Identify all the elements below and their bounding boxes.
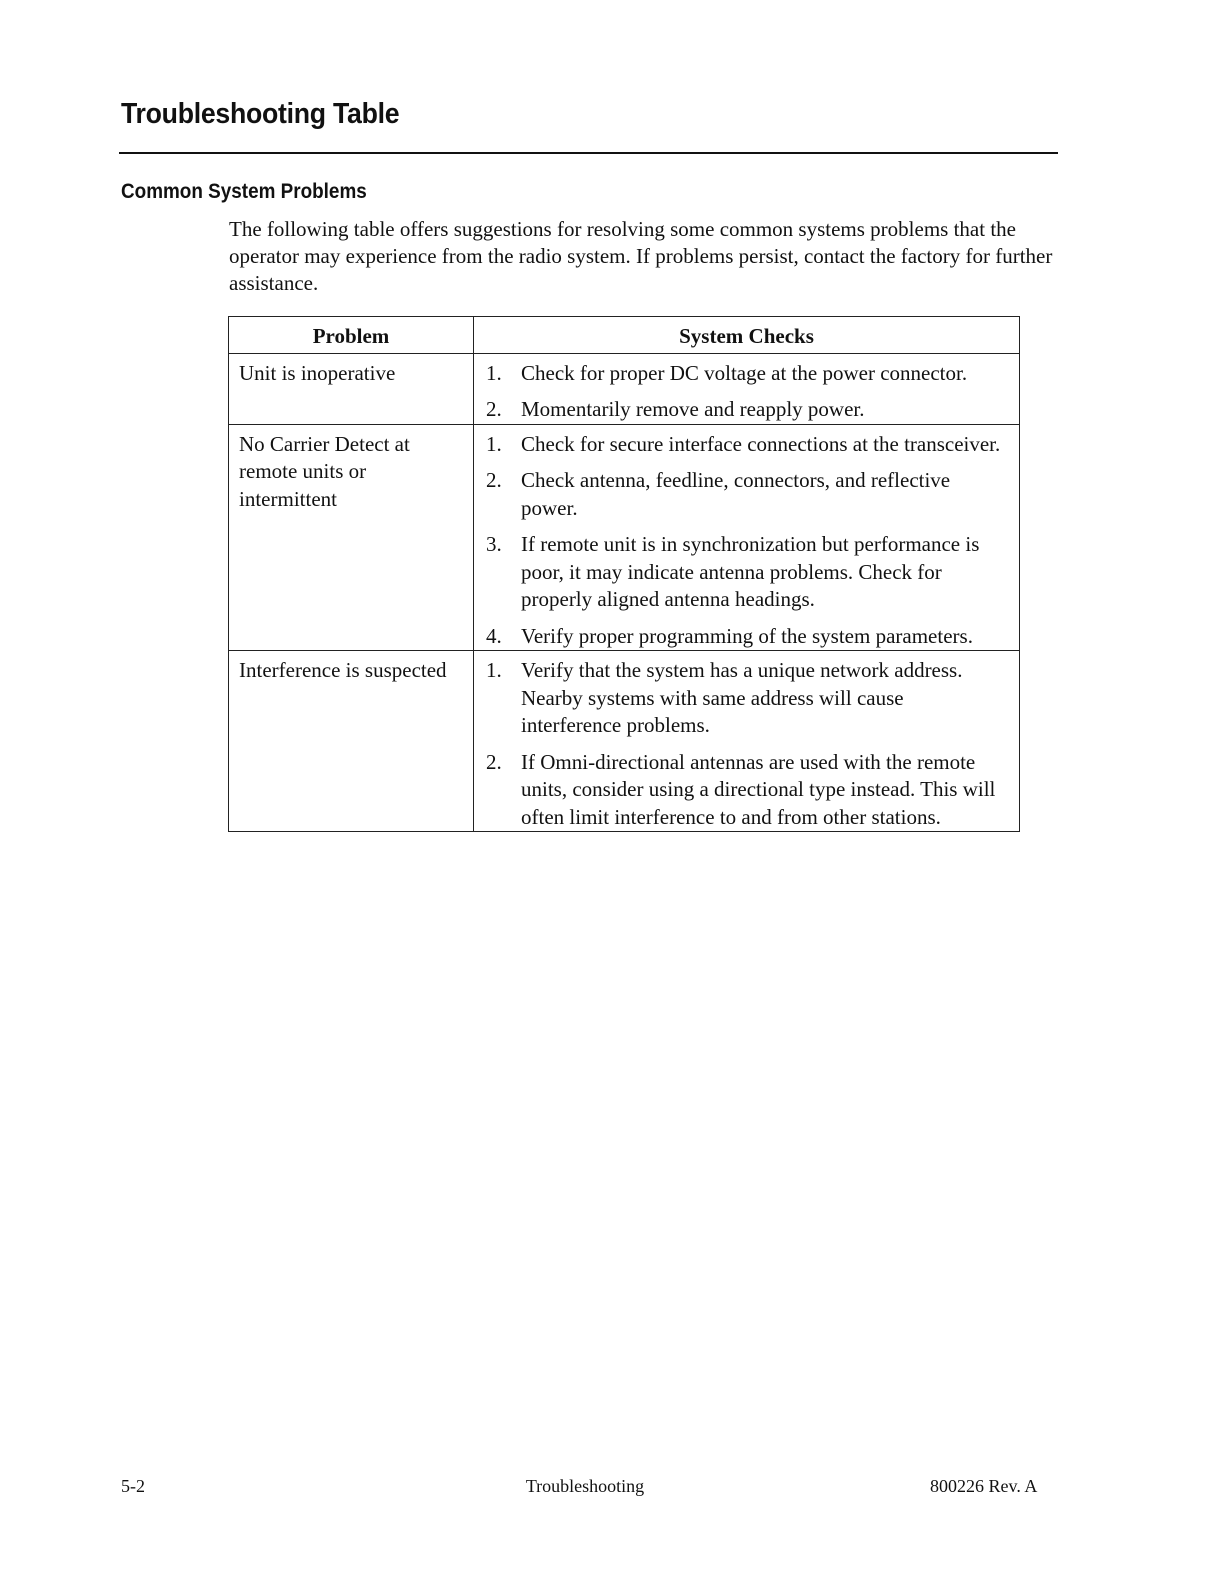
table-header-row	[229, 317, 1020, 354]
header-system-checks: System Checks	[474, 317, 1020, 354]
check-number: 1.	[486, 360, 502, 385]
check-number: 4.	[486, 623, 502, 648]
table-row	[229, 651, 1020, 832]
check-number: 3.	[486, 532, 502, 556]
footer-doc-id: 800226 Rev. A	[930, 1476, 1038, 1496]
troubleshooting-table	[228, 316, 1020, 832]
check-text: Verify proper programming of the system parameters.	[521, 623, 973, 648]
checks-cell	[474, 353, 1020, 424]
problem-cell: Interference is suspected	[229, 651, 474, 832]
check-number: 2.	[486, 749, 502, 774]
footer-page-number: 5-2	[121, 1476, 145, 1496]
check-number: 2.	[486, 468, 502, 492]
check-item	[486, 531, 1005, 614]
section-title: Common System Problems	[121, 180, 367, 203]
check-text: If remote unit is in synchronization but performance is poor, it may indicate antenna problems. Check for properly aligned antenna headings.	[521, 532, 980, 611]
check-item	[486, 749, 1005, 832]
check-text: Check antenna, feedline, connectors, and reflective power.	[521, 468, 951, 520]
table-row	[229, 424, 1020, 651]
problem-cell: Unit is inoperative	[229, 353, 474, 424]
check-item	[486, 623, 1005, 651]
checks-cell	[474, 651, 1020, 832]
check-list	[486, 431, 1005, 651]
check-item	[486, 360, 1005, 388]
title-rule	[119, 152, 1058, 154]
intro-paragraph: The following table offers suggestions for resolving some common systems problems that the operator may experience from the radio system. If problems persist, contact the factory for further assistance.	[229, 217, 1053, 295]
footer-chapter: Troubleshooting	[525, 1476, 645, 1496]
check-number: 1.	[486, 431, 502, 456]
check-item	[486, 396, 1005, 424]
check-item	[486, 467, 1005, 522]
checks-cell	[474, 424, 1020, 651]
table-row	[229, 353, 1020, 424]
check-text: Check for proper DC voltage at the power connector.	[521, 360, 968, 385]
check-item	[486, 431, 1005, 459]
page-title: Troubleshooting Table	[121, 98, 400, 130]
check-list	[486, 657, 1005, 831]
problem-cell: No Carrier Detect at remote units or intermittent	[229, 424, 474, 651]
check-text: Check for secure interface connections at the transceiver.	[521, 431, 1001, 456]
check-number: 1.	[486, 658, 502, 682]
check-text: If Omni-directional antennas are used with the remote units, consider using a directional type instead. This will often limit interference to and from other stations.	[521, 749, 996, 829]
check-list	[486, 360, 1005, 424]
check-item	[486, 657, 1005, 740]
check-text: Verify that the system has a unique network address. Nearby systems with same address will cause interference problems.	[521, 658, 963, 737]
check-text: Momentarily remove and reapply power.	[521, 397, 865, 421]
check-number: 2.	[486, 397, 502, 421]
header-problem: Problem	[229, 317, 474, 354]
